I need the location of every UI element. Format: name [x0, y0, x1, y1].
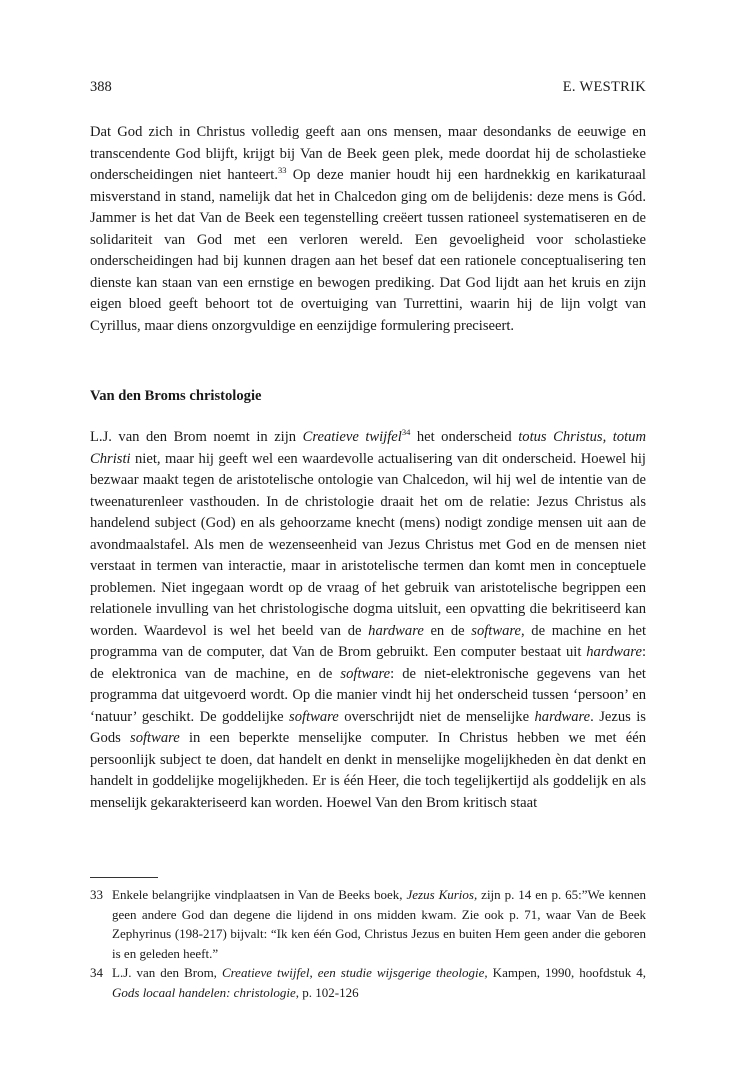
paragraph-1	[90, 122, 646, 337]
p2-s2: het onderscheid	[410, 429, 519, 445]
p2-s3: niet, maar hij geeft wel een waardevolle actualisering van dit onderscheid. Hoewel hij bezwaar maakt tegen de aristotelische ontologie van Chalcedon, wil hij wel de intentie van de tweenaturenleer vasthouden. In de christologie draait het om de relatie: Jezus Christus als handelend subject (God) en als gehoorzame knecht (mens) nodigt zondige mensen uit aan de avondmaalstafel. Als men de wezenseenheid van Jezus Christus met God en de mensen niet verstaat in termen van interactie, maar in aristotelische termen dan komt men in conceptuele problemen. Niet ingegaan wordt op de vraag of het gebruik van aristotelische begrippen een relationele invulling van het christologische dogma uitsluit, een opvatting die bekritiseerd kan worden. Waardevol is wel het beeld van de	[90, 450, 646, 639]
p2-i3: hardware	[368, 622, 424, 639]
p2-i9: software	[130, 730, 180, 746]
footnotes	[90, 885, 646, 1002]
footnote-number: 34	[90, 965, 103, 980]
fn34-i2: Gods locaal handelen: christologie	[112, 984, 296, 1000]
p2-s4: en de	[423, 622, 472, 639]
p2-s6: : de elektronica van de machine, en de	[90, 644, 646, 682]
footnote-ref-33[interactable]: 33	[278, 165, 287, 176]
running-header-author: E. WESTRIK	[562, 79, 646, 95]
footnote-34	[90, 963, 646, 1002]
section-heading: Van den Broms christologie	[90, 388, 262, 404]
fn34-c: , p. 102-126	[295, 984, 359, 1000]
p2-s9: . Jezus is Gods	[90, 708, 646, 746]
p2-i2: totus Christus, totum Christi	[90, 429, 647, 467]
footnote-33	[90, 885, 646, 963]
p2-i6: software	[340, 665, 391, 682]
p2-s10: in een beperkte menselijke computer. In Christus hebben we met één persoonlijk subject te doen, dat handelt en denkt in menselijke mogelijkheden èn dat denkt en handelt in goddelijke mogelijkheden. Er is één Heer, die toch tegelijkertijd als goddelijk en als menselijk gekarakteriseerd kan worden. Hoewel Van den Brom kritisch staat	[90, 730, 646, 811]
paragraph-1-text-b: Op deze manier houdt hij een hardnekkig en karikaturaal misverstand in stand, namelijk dat het in Chalcedon ging om de belijdenis: deze mens is Gód. Jammer is het dat Van de Beek een tegenstelling creëert tussen rationeel systematiseren en de solidariteit van God met een verloren wereld. Een gevoeligheid voor scholastieke onderscheidingen had bij kunnen dragen aan het besef dat een rationele conceptualisering ten dienste kan staan van een ernstige en bewogen prediking. Dat God lijdt aan het kruis en zijn eigen bloed geeft behoort tot de overtuiging van Turrettini, waarin hij de lijn volgt van Cyrillus, maar diens onzorgvuldige en eenzijdige formulering preciseert.	[90, 167, 646, 334]
p2-i7: software	[289, 708, 339, 725]
page-number: 388	[90, 79, 112, 95]
running-header	[90, 79, 646, 99]
p2-i1: Creatieve twijfel	[302, 429, 402, 445]
fn33-b: zijn p. 14 en p. 65:”We kennen geen andere God dan degene die lijdend in ons midden kwam. Zie ook p. 71, waar Van de Beek Zephyrinus (198-217) bijvalt: “Ik ken één God, Christus Jezus en buiten Hem geen ander die geboren is en geleden heeft.”	[112, 887, 647, 961]
p2-s1: L.J. van den Brom noemt in zijn	[90, 429, 303, 445]
paragraph-1-text-a: Dat God zich in Christus volledig geeft aan ons mensen, maar desondanks de eeuwige en transcendente God blijft, krijgt bij Van de Beek geen plek, mede doordat hij de scholastieke onderscheidingen niet hanteert.	[90, 124, 646, 183]
footnote-ref-34[interactable]: 34	[401, 427, 411, 438]
fn34-a: L.J. van den Brom,	[112, 965, 222, 980]
p2-s8: overschrijdt niet de menselijke	[338, 708, 535, 725]
fn33-a: Enkele belangrijke vindplaatsen in Van de Beeks boek,	[112, 887, 407, 902]
p2-s7: : de niet-elektronische gegevens van het programma dat uitgevoerd wordt. Op die manier vindt hij het onderscheid tussen ‘persoon’ en ‘natuur’ geschikt. De goddelijke	[90, 665, 646, 725]
fn34-b: Kampen, 1990, hoofdstuk 4,	[487, 965, 646, 980]
p2-i5: hardware	[586, 644, 642, 660]
footnote-divider	[90, 877, 158, 878]
p2-s5: , de machine en het programma van de computer, dat Van de Brom gebruikt. Een computer bestaat uit	[90, 622, 647, 660]
fn34-i: Creatieve twijfel, een studie wijsgerige theologie,	[221, 965, 488, 980]
p2-i8: hardware	[534, 708, 591, 725]
p2-i4: software	[471, 622, 522, 639]
footnote-number: 33	[90, 887, 103, 902]
paragraph-2	[90, 427, 646, 814]
fn33-i: Jezus Kurios,	[406, 887, 478, 902]
